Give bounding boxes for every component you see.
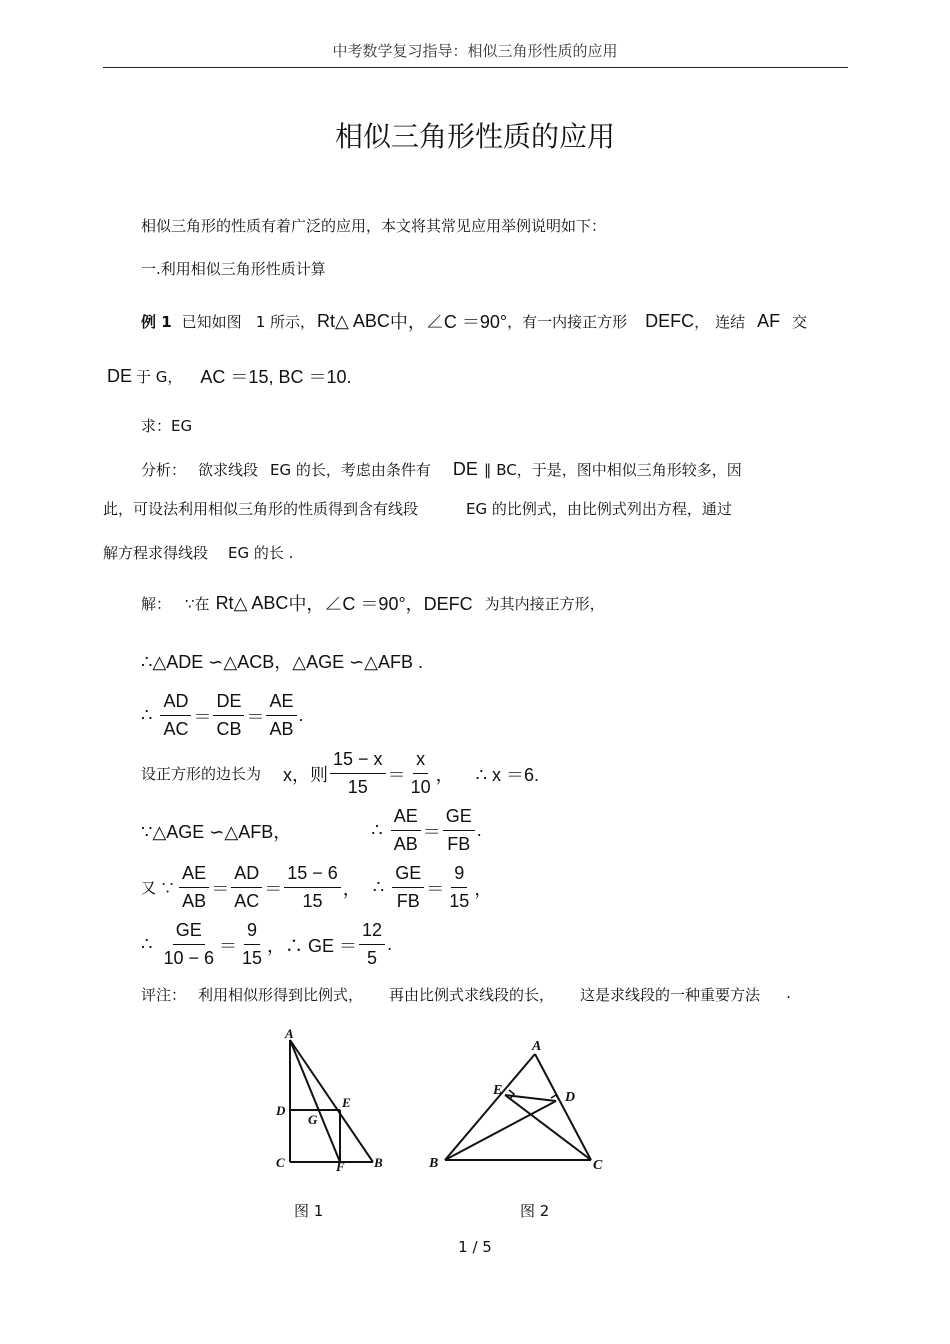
label-a: A	[532, 1039, 542, 1054]
example1-line1	[141, 306, 807, 336]
solution-text: 设正方形的边长为	[141, 766, 262, 784]
comma: ，	[435, 764, 454, 785]
period: .	[298, 705, 304, 726]
section-heading: 一.利用相似三角形性质计算	[141, 260, 326, 278]
label-d: D	[276, 1103, 286, 1118]
fraction-denominator: AB	[393, 833, 418, 854]
label-c: C	[593, 1158, 603, 1173]
fraction-denominator: AB	[182, 890, 207, 911]
fraction	[443, 807, 475, 855]
math-expression: 中，∠C ＝90°	[389, 312, 508, 332]
solution-text: 为其内接正方形，	[484, 594, 605, 613]
analysis-line1	[141, 456, 742, 482]
fraction-numerator: GE	[392, 864, 424, 888]
fraction-numerator: GE	[173, 921, 205, 945]
solution-text: ∵在	[185, 594, 210, 613]
fraction	[408, 750, 434, 798]
math-expression: AF	[757, 310, 781, 331]
analysis-text: EG 的长，考虑由条件有	[270, 460, 431, 479]
therefore-sign: ∴	[371, 820, 383, 841]
math-expression: Rt△ ABC	[317, 310, 390, 331]
fraction-numerator: x	[413, 750, 428, 774]
equals-sign: ＝	[422, 821, 441, 842]
analysis-text: EG 的长 .	[228, 544, 294, 562]
example-text: ，	[694, 312, 710, 331]
example-text: 连结	[715, 312, 746, 331]
fraction	[391, 807, 421, 855]
figure2-caption: 图 2	[520, 1202, 550, 1220]
math-expression: 中，∠C ＝90°，DEFC	[288, 594, 473, 614]
fraction-denominator: FB	[447, 833, 471, 854]
example-label: 例 1	[141, 312, 172, 331]
fraction-numerator: AD	[231, 864, 262, 888]
solution-line7	[141, 921, 392, 969]
header-rule	[103, 67, 848, 68]
comment-label: 评注：	[141, 986, 187, 1004]
label-e: E	[493, 1083, 503, 1098]
fraction-numerator: 15 − x	[330, 750, 386, 774]
figure1-diagram	[270, 1025, 400, 1175]
page-number: 1 / 5	[458, 1238, 492, 1256]
fraction-numerator: AE	[391, 807, 421, 831]
therefore-sign: ∴	[141, 934, 153, 955]
fraction-denominator: 15	[302, 890, 323, 911]
analysis-text: 此，可设法利用相似三角形的性质得到含有线段	[103, 500, 419, 518]
comment-text: .	[786, 984, 791, 1002]
fraction-numerator: AE	[179, 864, 209, 888]
comment-text: 这是求线段的一种重要方法	[580, 986, 761, 1004]
solution-line4	[141, 750, 539, 798]
fraction-numerator: GE	[443, 807, 475, 831]
page-title: 相似三角形性质的应用	[334, 120, 615, 153]
comment-text: 再由比例式求线段的长，	[389, 986, 555, 1004]
fraction	[239, 921, 265, 969]
fraction-denominator: 15	[449, 890, 470, 911]
fraction-denominator: AC	[234, 890, 260, 911]
math-expression: DE	[452, 458, 478, 479]
figure2-diagram	[425, 1038, 615, 1178]
example1-line2	[107, 363, 351, 389]
fraction-denominator: AC	[163, 718, 189, 739]
analysis-text: EG 的比例式，由比例式列出方程，通过	[466, 500, 732, 518]
fraction-numerator: 9	[244, 921, 260, 945]
fraction-numerator: AE	[266, 692, 296, 716]
solution-line5	[141, 807, 482, 855]
math-expression: ，∴ GE ＝	[267, 935, 358, 956]
comma: ，	[342, 878, 361, 899]
fraction	[359, 921, 385, 969]
label-a: A	[285, 1026, 294, 1041]
analysis-text: ∥ BC，于是，图中相似三角形较多，因	[483, 460, 742, 479]
fraction-numerator: DE	[213, 692, 244, 716]
example-text: 于 G，	[136, 367, 183, 386]
fraction-numerator: AD	[160, 692, 191, 716]
solution-label: 解：	[141, 594, 172, 613]
solution-text: 又 ∵	[141, 880, 176, 898]
equals-sign: ＝	[246, 706, 265, 727]
example-text: 已知如图	[181, 312, 242, 331]
math-expression: ∵△AGE ∽△AFB，	[141, 821, 292, 842]
equals-sign: ＝	[211, 878, 230, 899]
fraction	[284, 864, 341, 912]
fraction-denominator: 15	[347, 776, 368, 797]
fraction	[231, 864, 262, 912]
question: 求：EG	[141, 417, 193, 435]
math-expression: x，则	[283, 764, 329, 785]
fraction-denominator: FB	[396, 890, 420, 911]
math-expression: AC ＝15, BC ＝10.	[200, 367, 352, 387]
fraction-numerator: 9	[451, 864, 467, 888]
label-d: D	[565, 1090, 576, 1105]
period: .	[387, 934, 393, 955]
fraction	[392, 864, 424, 912]
label-b: B	[429, 1156, 439, 1171]
fraction-denominator: 15	[242, 947, 263, 968]
analysis-line2	[103, 498, 732, 519]
equals-sign: ＝	[219, 935, 237, 956]
fraction	[213, 692, 244, 740]
math-expression: ∴ x ＝6.	[475, 764, 540, 785]
fraction-denominator: 10	[410, 776, 431, 797]
fraction	[160, 692, 191, 740]
period: .	[476, 820, 482, 841]
label-f: F	[336, 1159, 345, 1174]
fraction	[266, 692, 296, 740]
comment-line	[141, 984, 791, 1005]
math-expression: DEFC	[645, 310, 695, 331]
fraction-numerator: 15 − 6	[284, 864, 341, 888]
solution-line1	[141, 590, 605, 616]
comma: ，	[474, 878, 493, 899]
intro-paragraph: 相似三角形的性质有着广泛的应用，本文将其常见应用举例说明如下：	[141, 217, 607, 235]
fraction	[160, 921, 217, 969]
label-b: B	[374, 1155, 383, 1170]
analysis-text: 解方程求得线段	[103, 544, 209, 562]
solution-line3	[141, 692, 304, 740]
running-header: 中考数学复习指导：相似三角形性质的应用	[332, 42, 618, 60]
fraction-denominator: CB	[216, 718, 242, 739]
label-c: C	[276, 1155, 285, 1170]
fraction	[330, 750, 386, 798]
fraction	[446, 864, 472, 912]
analysis-text: 欲求线段	[198, 460, 259, 479]
math-expression: Rt△ ABC	[215, 592, 289, 613]
comment-text: 利用相似形得到比例式，	[198, 986, 364, 1004]
example-text: 交	[792, 312, 808, 331]
analysis-label: 分析：	[141, 460, 187, 479]
fraction-denominator: 10 − 6	[163, 947, 214, 968]
therefore-sign: ∴	[372, 877, 385, 898]
analysis-line3	[103, 542, 293, 563]
solution-line2: ∴△ADE ∽△ACB，△AGE ∽△AFB .	[141, 652, 424, 672]
math-expression: DE	[107, 365, 133, 386]
fraction	[179, 864, 209, 912]
equals-sign: ＝	[264, 878, 283, 899]
figure1-caption: 图 1	[294, 1202, 324, 1220]
fraction-denominator: 5	[367, 947, 378, 968]
example-text: 1 所示，	[255, 312, 315, 331]
example-text: ，有一内接正方形	[507, 312, 628, 331]
equals-sign: ＝	[387, 764, 406, 785]
therefore-sign: ∴	[141, 705, 153, 726]
equals-sign: ＝	[426, 878, 445, 899]
solution-line6	[141, 864, 492, 912]
fraction-denominator: AB	[269, 718, 294, 739]
label-e: E	[342, 1095, 351, 1110]
equals-sign: ＝	[193, 706, 212, 727]
fraction-numerator: 12	[359, 921, 385, 945]
segment-bd	[445, 1101, 556, 1160]
label-g: G	[308, 1112, 318, 1127]
